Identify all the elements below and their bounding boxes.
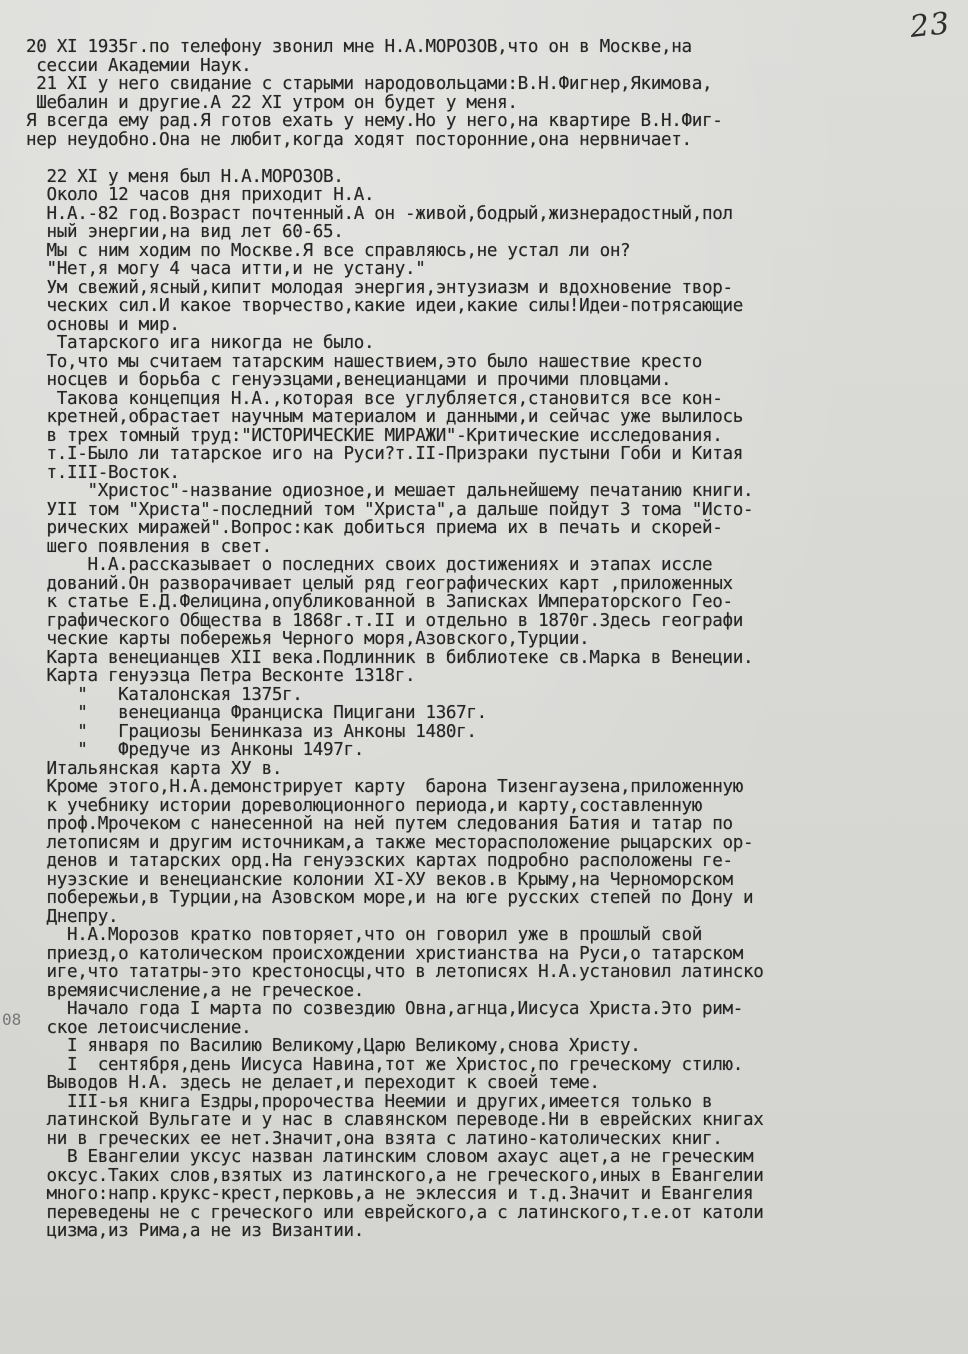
text-line: Карта генуэзца Петра Весконте 1318г.	[26, 666, 416, 686]
text-line: ческих сил.И какое творчество,какие идеи,какие силы!Идеи-потрясающие	[26, 296, 743, 316]
text-line: сессии Академии Наук.	[26, 55, 252, 76]
text-line: основы и мир.	[26, 314, 180, 335]
typewritten-text	[26, 38, 956, 1241]
text-line: дований.Он разворачивает целый ряд географических карт ,приложенных	[26, 573, 733, 594]
text-line: Итальянская карта ХУ в.	[26, 758, 283, 779]
text-line: оксус.Таких слов,взятых из латинского,а не греческого,иных в Евангелии	[26, 1165, 764, 1186]
text-line: В Евангелии уксус назван латинским словом ахаус ацет,а не греческим	[26, 1147, 754, 1167]
text-line: Татарского ига никогда не было.	[26, 333, 375, 353]
text-line: III-ья книга Ездры,пророчества Неемии и других,имеется только в	[26, 1091, 713, 1112]
text-line: т.I-Было ли татарское иго на Руси?т.II-Призраки пустыни Гоби и Китая	[26, 444, 743, 464]
text-line: летописям и другим источникам,а также месторасположение рыцарских ор-	[26, 832, 754, 853]
text-line: 21 XI у него свидание с старыми народовольцами:В.Н.Фигнер,Якимова,	[26, 74, 713, 94]
text-line: к статье Е.Д.Фелицина,опубликованной в Записках Императорского Гео-	[26, 592, 733, 612]
text-line: Начало года I марта по созвездию Овна,агнца,Иисуса Христа.Это рим-	[26, 999, 743, 1019]
text-line: кретней,обрастает научным материалом и данными,и сейчас уже вылилось	[26, 407, 743, 427]
text-line: Н.А.рассказывает о последних своих достижениях и этапах иссле	[26, 555, 713, 575]
text-line: иге,что тататры-это крестоносцы,что в летописях Н.А.установил латинско	[26, 962, 764, 982]
text-line: " Грациозы Бенинказа из Анконы 1480г.	[26, 721, 477, 742]
text-line: " Фредуче из Анконы 1497г.	[26, 740, 364, 760]
text-line: 20 XI 1935г.по телефону звонил мне Н.А.МОРОЗОВ,что он в Москве,на	[26, 37, 692, 57]
text-line: "Нет,я могу 4 часа итти,и не устану."	[26, 259, 426, 279]
text-line: много:напр.крукс-крест,перковь,а не эклессия и т.д.Значит и Евангелия	[26, 1184, 754, 1204]
text-line: времяисчисление,а не греческое.	[26, 980, 364, 1001]
text-line: латинской Вульгате и у нас в славянском переводе.Ни в еврейских книгах	[26, 1110, 764, 1130]
text-line: цизма,из Рима,а не из Византии.	[26, 1221, 364, 1241]
text-line: УII том "Христа"-последний том "Христа",а дальше пойдут 3 тома "Исто-	[26, 499, 754, 520]
text-line: денов и татарских орд.На генуэзских картах подробно расположены ге-	[26, 851, 733, 871]
text-line: в трех томный труд:"ИСТОРИЧЕСКИЕ МИРАЖИ"-Критические исследования.	[26, 425, 723, 446]
text-line: ни в греческих ее нет.Значит,она взята с латино-католических книг.	[26, 1128, 723, 1149]
text-line: побережьи,в Турции,на Азовском море,и на юге русских степей по Дону и	[26, 888, 754, 908]
text-line: Кроме этого,Н.А.демонстрирует карту барона Тизенгаузена,приложенную	[26, 777, 743, 797]
text-line: шего появления в свет.	[26, 536, 272, 557]
text-line: Ум свежий,ясный,кипит молодая энергия,энтузиазм и вдохновение твор-	[26, 277, 733, 298]
text-line: Я всегда ему рад.Я готов ехать у нему.Но у него,на квартире В.Н.Фиг-	[26, 111, 723, 131]
text-line: То,что мы считаем татарским нашествием,это было нашествие кресто	[26, 351, 702, 372]
text-line: " венецианца Франциска Пицигани 1367г.	[26, 703, 487, 723]
text-line: рических миражей".Вопрос:как добиться приема их в печать и скорей-	[26, 518, 723, 538]
text-line: Выводов Н.А. здесь не делает,и переходит к своей теме.	[26, 1073, 600, 1093]
text-line: ческие карты побережья Черного моря,Азовского,Турции.	[26, 629, 590, 649]
text-line: проф.Мрочеком с нанесенной на ней путем следования Батия и татар по	[26, 814, 733, 834]
text-line: " Каталонская 1375г.	[26, 684, 303, 705]
text-line: приезд,о католическом происхождении христианства на Руси,о татарском	[26, 943, 743, 964]
text-line: т.III-Восток.	[26, 462, 180, 483]
margin-mark: 08	[2, 1010, 22, 1029]
text-line: ское летоисчисление.	[26, 1017, 252, 1038]
text-line: нуэзские и венецианские колонии XI-ХУ веков.в Крыму,на Черноморском	[26, 869, 733, 890]
text-line: носцев и борьба с генуэзцами,венецианцами и прочими пловцами.	[26, 370, 672, 390]
text-line: Мы с ним ходим по Москве.Я все справляюсь,не устал ли он?	[26, 240, 631, 261]
text-line: графического Общества в 1868г.т.II и отдельно в 1870г.Здесь географи	[26, 610, 743, 631]
text-line: 22 XI у меня был Н.А.МОРОЗОВ.	[26, 166, 344, 187]
text-line: нер неудобно.Она не любит,когда ходят посторонние,она нервничает.	[26, 129, 692, 150]
text-line: I января по Василию Великому,Царю Великому,снова Христу.	[26, 1036, 641, 1056]
text-line: Днепру.	[26, 906, 119, 927]
text-line: Около 12 часов дня приходит Н.А.	[26, 185, 375, 205]
text-line: Карта венецианцев XII века.Подлинник в библиотеке св.Марка в Венеции.	[26, 647, 754, 668]
text-line: "Христос"-название одиозное,и мешает дальнейшему печатанию книги.	[26, 481, 754, 501]
text-line: Н.А.-82 год.Возраст почтенный.А он -живой,бодрый,жизнерадостный,пол	[26, 203, 733, 224]
text-line: Такова концепция Н.А.,которая все углубляется,становится все кон-	[26, 388, 723, 409]
text-line: Шебалин и другие.А 22 XI утром он будет у меня.	[26, 92, 518, 113]
text-line	[26, 149, 956, 168]
text-line: Н.А.Морозов кратко повторяет,что он говорил уже в прошлый свой	[26, 925, 702, 945]
text-line: ный энергии,на вид лет 60-65.	[26, 222, 344, 242]
text-line: к учебнику истории дореволюционного периода,и карту,составленную	[26, 795, 702, 816]
page-number: 23	[908, 5, 952, 46]
text-line: I сентября,день Иисуса Навина,тот же Христос,по греческому стилю.	[26, 1054, 743, 1075]
text-line: переведены не с греческого или еврейского,а с латинского,т.е.от католи	[26, 1202, 764, 1223]
